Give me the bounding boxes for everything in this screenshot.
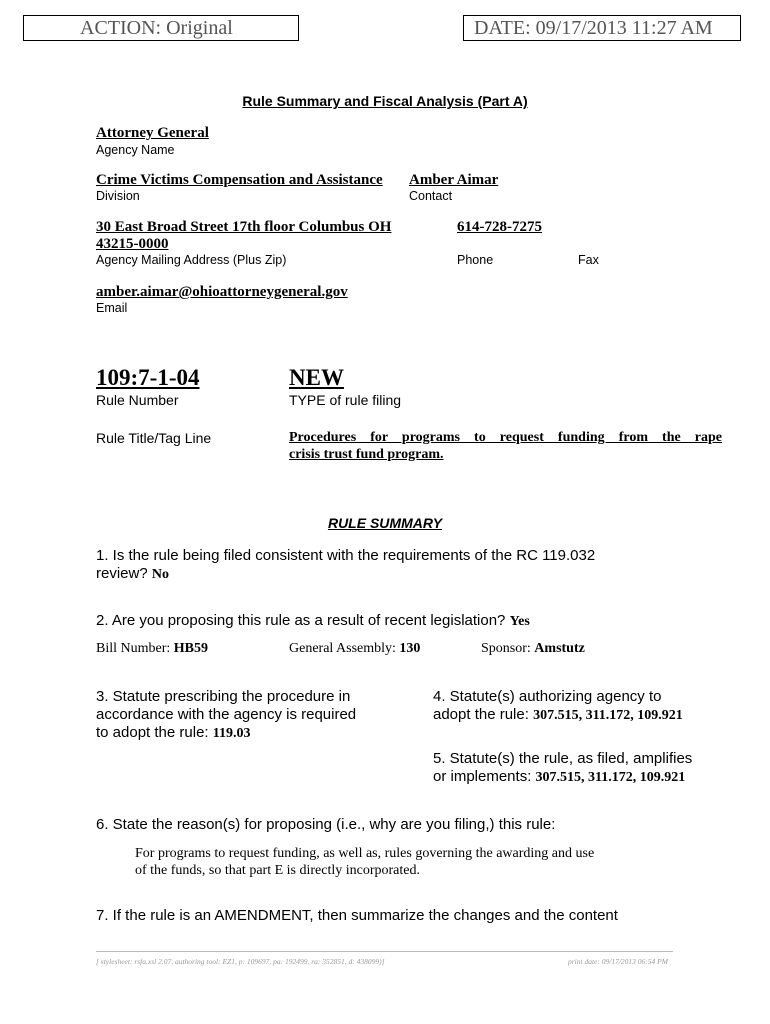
page-title: Rule Summary and Fiscal Analysis (Part A) xyxy=(242,93,528,109)
q6-answer-line2: of the funds, so that part E is directly incorporated. xyxy=(135,863,420,878)
agency-name-value: Attorney General xyxy=(96,125,209,141)
division-value: Crime Victims Compensation and Assistance xyxy=(96,172,383,188)
q7-text: 7. If the rule is an AMENDMENT, then summarize the changes and the content xyxy=(96,907,618,924)
q2-answer: Yes xyxy=(509,614,530,629)
bill-number xyxy=(96,641,208,657)
q4-answer: 307.515, 311.172, 109.921 xyxy=(533,708,683,723)
agency-name-label: Agency Name xyxy=(96,143,175,157)
rule-title-line2: crisis trust fund program. xyxy=(289,447,444,462)
q1-line1: 1. Is the rule being filed consistent with the requirements of the RC 119.032 xyxy=(96,547,596,564)
general-assembly xyxy=(289,641,420,657)
q5-line2: or implements: xyxy=(433,768,532,785)
phone-value: 614-728-7275 xyxy=(457,219,542,235)
q3-line1: 3. Statute prescribing the procedure in xyxy=(96,688,351,705)
rule-number-value: 109:7-1-04 xyxy=(96,365,200,390)
general-assembly-label: General Assembly: xyxy=(289,641,396,656)
sponsor-label: Sponsor: xyxy=(481,641,531,656)
sponsor-value: Amstutz xyxy=(534,641,585,656)
rule-title-label: Rule Title/Tag Line xyxy=(96,430,212,446)
address-line2: 43215-0000 xyxy=(96,236,169,252)
fax-label: Fax xyxy=(578,253,599,267)
q3-line2: accordance with the agency is required xyxy=(96,706,357,723)
action-text: ACTION: Original xyxy=(80,17,233,39)
contact-label: Contact xyxy=(409,189,453,203)
filing-type-value: NEW xyxy=(289,365,344,390)
rule-summary-heading: RULE SUMMARY xyxy=(327,515,443,531)
address-line1: 30 East Broad Street 17th floor Columbus OH xyxy=(96,219,392,235)
bill-number-label: Bill Number: xyxy=(96,641,171,656)
action-box xyxy=(23,15,299,41)
footer-stylesheet-info: [ stylesheet: rsfa.xsl 2.07, authoring tool: EZ1, p: 109697, pa: 192499, ra: 352851, d: 438099)] xyxy=(96,957,385,966)
q1-answer: No xyxy=(151,567,169,582)
date-text: DATE: 09/17/2013 11:27 AM xyxy=(474,17,713,39)
q3-answer: 119.03 xyxy=(212,726,251,741)
footer-print-date: print date: 09/17/2013 06:54 PM xyxy=(568,957,668,966)
address-label: Agency Mailing Address (Plus Zip) xyxy=(96,253,287,267)
email-label: Email xyxy=(96,301,128,315)
contact-value: Amber Aimar xyxy=(409,172,499,188)
sponsor xyxy=(481,641,585,657)
general-assembly-value: 130 xyxy=(399,641,421,656)
q5-line1: 5. Statute(s) the rule, as filed, amplifies xyxy=(433,750,693,767)
q6-text: 6. State the reason(s) for proposing (i.e., why are you filing,) this rule: xyxy=(96,816,556,833)
division-label: Division xyxy=(96,189,140,203)
footer-divider xyxy=(96,951,673,952)
q4-line2: adopt the rule: xyxy=(433,706,529,723)
q2-text: 2. Are you proposing this rule as a result of recent legislation? xyxy=(96,612,506,629)
rule-title-line1: Procedures for programs to request funding from the rape xyxy=(289,430,722,445)
rule-number-label: Rule Number xyxy=(96,392,179,408)
q3-line3: to adopt the rule: xyxy=(96,724,209,741)
q1-line2: review? xyxy=(96,565,148,582)
filing-type-label: TYPE of rule filing xyxy=(289,392,402,408)
q6-answer-line1: For programs to request funding, as well as, rules governing the awarding and use xyxy=(135,846,595,861)
date-box xyxy=(463,15,741,41)
bill-number-value: HB59 xyxy=(173,641,209,656)
q5-answer: 307.515, 311.172, 109.921 xyxy=(535,770,686,785)
phone-label: Phone xyxy=(457,253,494,267)
email-value: amber.aimar@ohioattorneygeneral.gov xyxy=(96,284,348,300)
q4-line1: 4. Statute(s) authorizing agency to xyxy=(433,688,662,705)
